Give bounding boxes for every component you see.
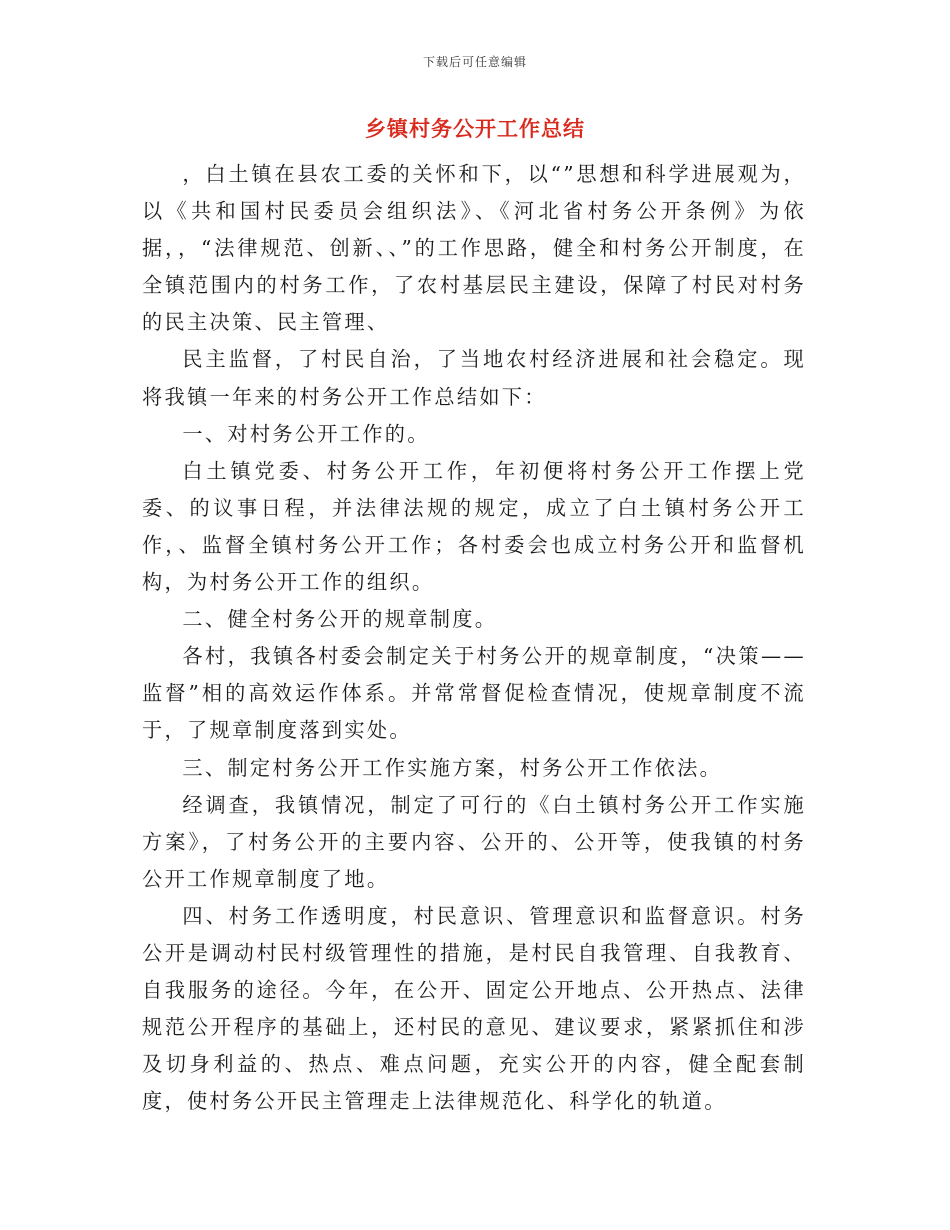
paragraph-summary: 民主监督，了村民自治，了当地农村经济进展和社会稳定。现将我镇一年来的村务公开工作总结如下： <box>142 347 806 409</box>
paragraph-intro: ，白土镇在县农工委的关怀和下，以“”思想和科学进展观为，以《共和国村民委员会组织法》、《河北省村务公开条例》为依据，，“法律规范、创新、、”的工作思路，健全和村务公开制度，在全镇范围内的村务工作，了农村基层民主建设，保障了村民对村务的民主决策、民主管理、 <box>142 162 806 335</box>
section-heading-2: 二、健全村务公开的规章制度。 <box>182 607 498 632</box>
document-body <box>142 156 806 1120</box>
page-header: 下载后可任意编辑 <box>422 55 527 69</box>
paragraph-section-3: 经调查，我镇情况，制定了可行的《白土镇村务公开工作实施方案》，了村务公开的主要内容、公开的、公开等，使我镇的村务公开工作规章制度了地。 <box>142 792 806 891</box>
paragraph-section-1: 白土镇党委、村务公开工作，年初便将村务公开工作摆上党委、的议事日程，并法律法规的规定，成立了白土镇村务公开工作，、监督全镇村务公开工作；各村委会也成立村务公开和监督机构，为村务公开工作的组织。 <box>142 458 806 595</box>
section-heading-3: 三、制定村务公开工作实施方案，村务公开工作依法。 <box>182 755 723 780</box>
paragraph-section-4: 四、村务工作透明度，村民意识、管理意识和监督意识。村务公开是调动村民村级管理性的措施，是村民自我管理、自我教育、自我服务的途径。今年，在公开、固定公开地点、公开热点、法律规范公开程序的基础上，还村民的意见、建议要求，紧紧抓住和涉及切身利益的、热点、难点问题，充实公开的内容，健全配套制度，使村务公开民主管理走上法律规范化、科学化的轨道。 <box>142 903 806 1114</box>
document-title: 乡镇村务公开工作总结 <box>365 117 585 141</box>
paragraph-section-2: 各村，我镇各村委会制定关于村务公开的规章制度，“决策——监督”相的高效运作体系。并常常督促检查情况，使规章制度不流于，了规章制度落到实处。 <box>142 644 806 743</box>
section-heading-1: 一、对村务公开工作的。 <box>182 421 430 446</box>
